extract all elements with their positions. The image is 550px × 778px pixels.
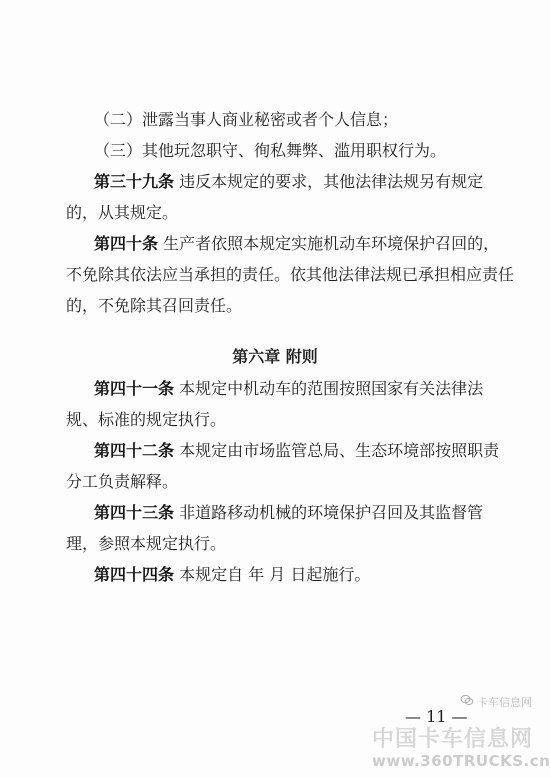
- text-line: （三）其他玩忽职守、徇私舞弊、滥用职权行为。: [94, 141, 447, 160]
- wechat-icon: [460, 693, 474, 707]
- text-line: 的，从其规定。: [66, 203, 179, 222]
- article-39: 第三十九条 违反本规定的要求，其他法律法规另有规定: [94, 172, 484, 191]
- article-number: 第四十二条: [94, 441, 175, 460]
- text-line: 规、标准的规定执行。: [66, 410, 227, 429]
- text-line: 理，参照本规定执行。: [66, 534, 227, 553]
- article-42: 第四十二条 本规定由市场监管总局、生态环境部按照职责: [94, 441, 500, 460]
- article-number: 第四十四条: [94, 565, 175, 584]
- article-number: 第四十条: [94, 234, 159, 253]
- article-number: 第四十一条: [94, 379, 175, 398]
- page-number: — 11 —: [405, 707, 468, 726]
- text-line: （二）泄露当事人商业秘密或者个人信息；: [94, 110, 399, 129]
- chapter-title: 第六章 附则: [232, 347, 318, 366]
- article-41: 第四十一条 本规定中机动车的范围按照国家有关法律法: [94, 379, 484, 398]
- article-43: 第四十三条 非道路移动机械的环境保护召回及其监督管: [94, 503, 484, 522]
- text-line: 不免除其依法应当承担的责任。依其他法律法规已承担相应责任: [66, 265, 515, 284]
- text-line: 的，不免除其召回责任。: [66, 296, 243, 315]
- article-40: 第四十条 生产者依照本规定实施机动车环境保护召回的，: [94, 234, 500, 253]
- text-line: 分工负责解释。: [66, 472, 179, 491]
- watermark-url: www.360TRUCKS.cn: [372, 752, 550, 770]
- article-number: 第四十三条: [94, 503, 175, 522]
- watermark-title: 中国卡车信息网: [372, 727, 534, 752]
- watermark-small-text: 卡车信息网: [477, 696, 532, 709]
- article-number: 第三十九条: [94, 172, 175, 191]
- article-44: 第四十四条 本规定自 年 月 日起施行。: [94, 565, 371, 584]
